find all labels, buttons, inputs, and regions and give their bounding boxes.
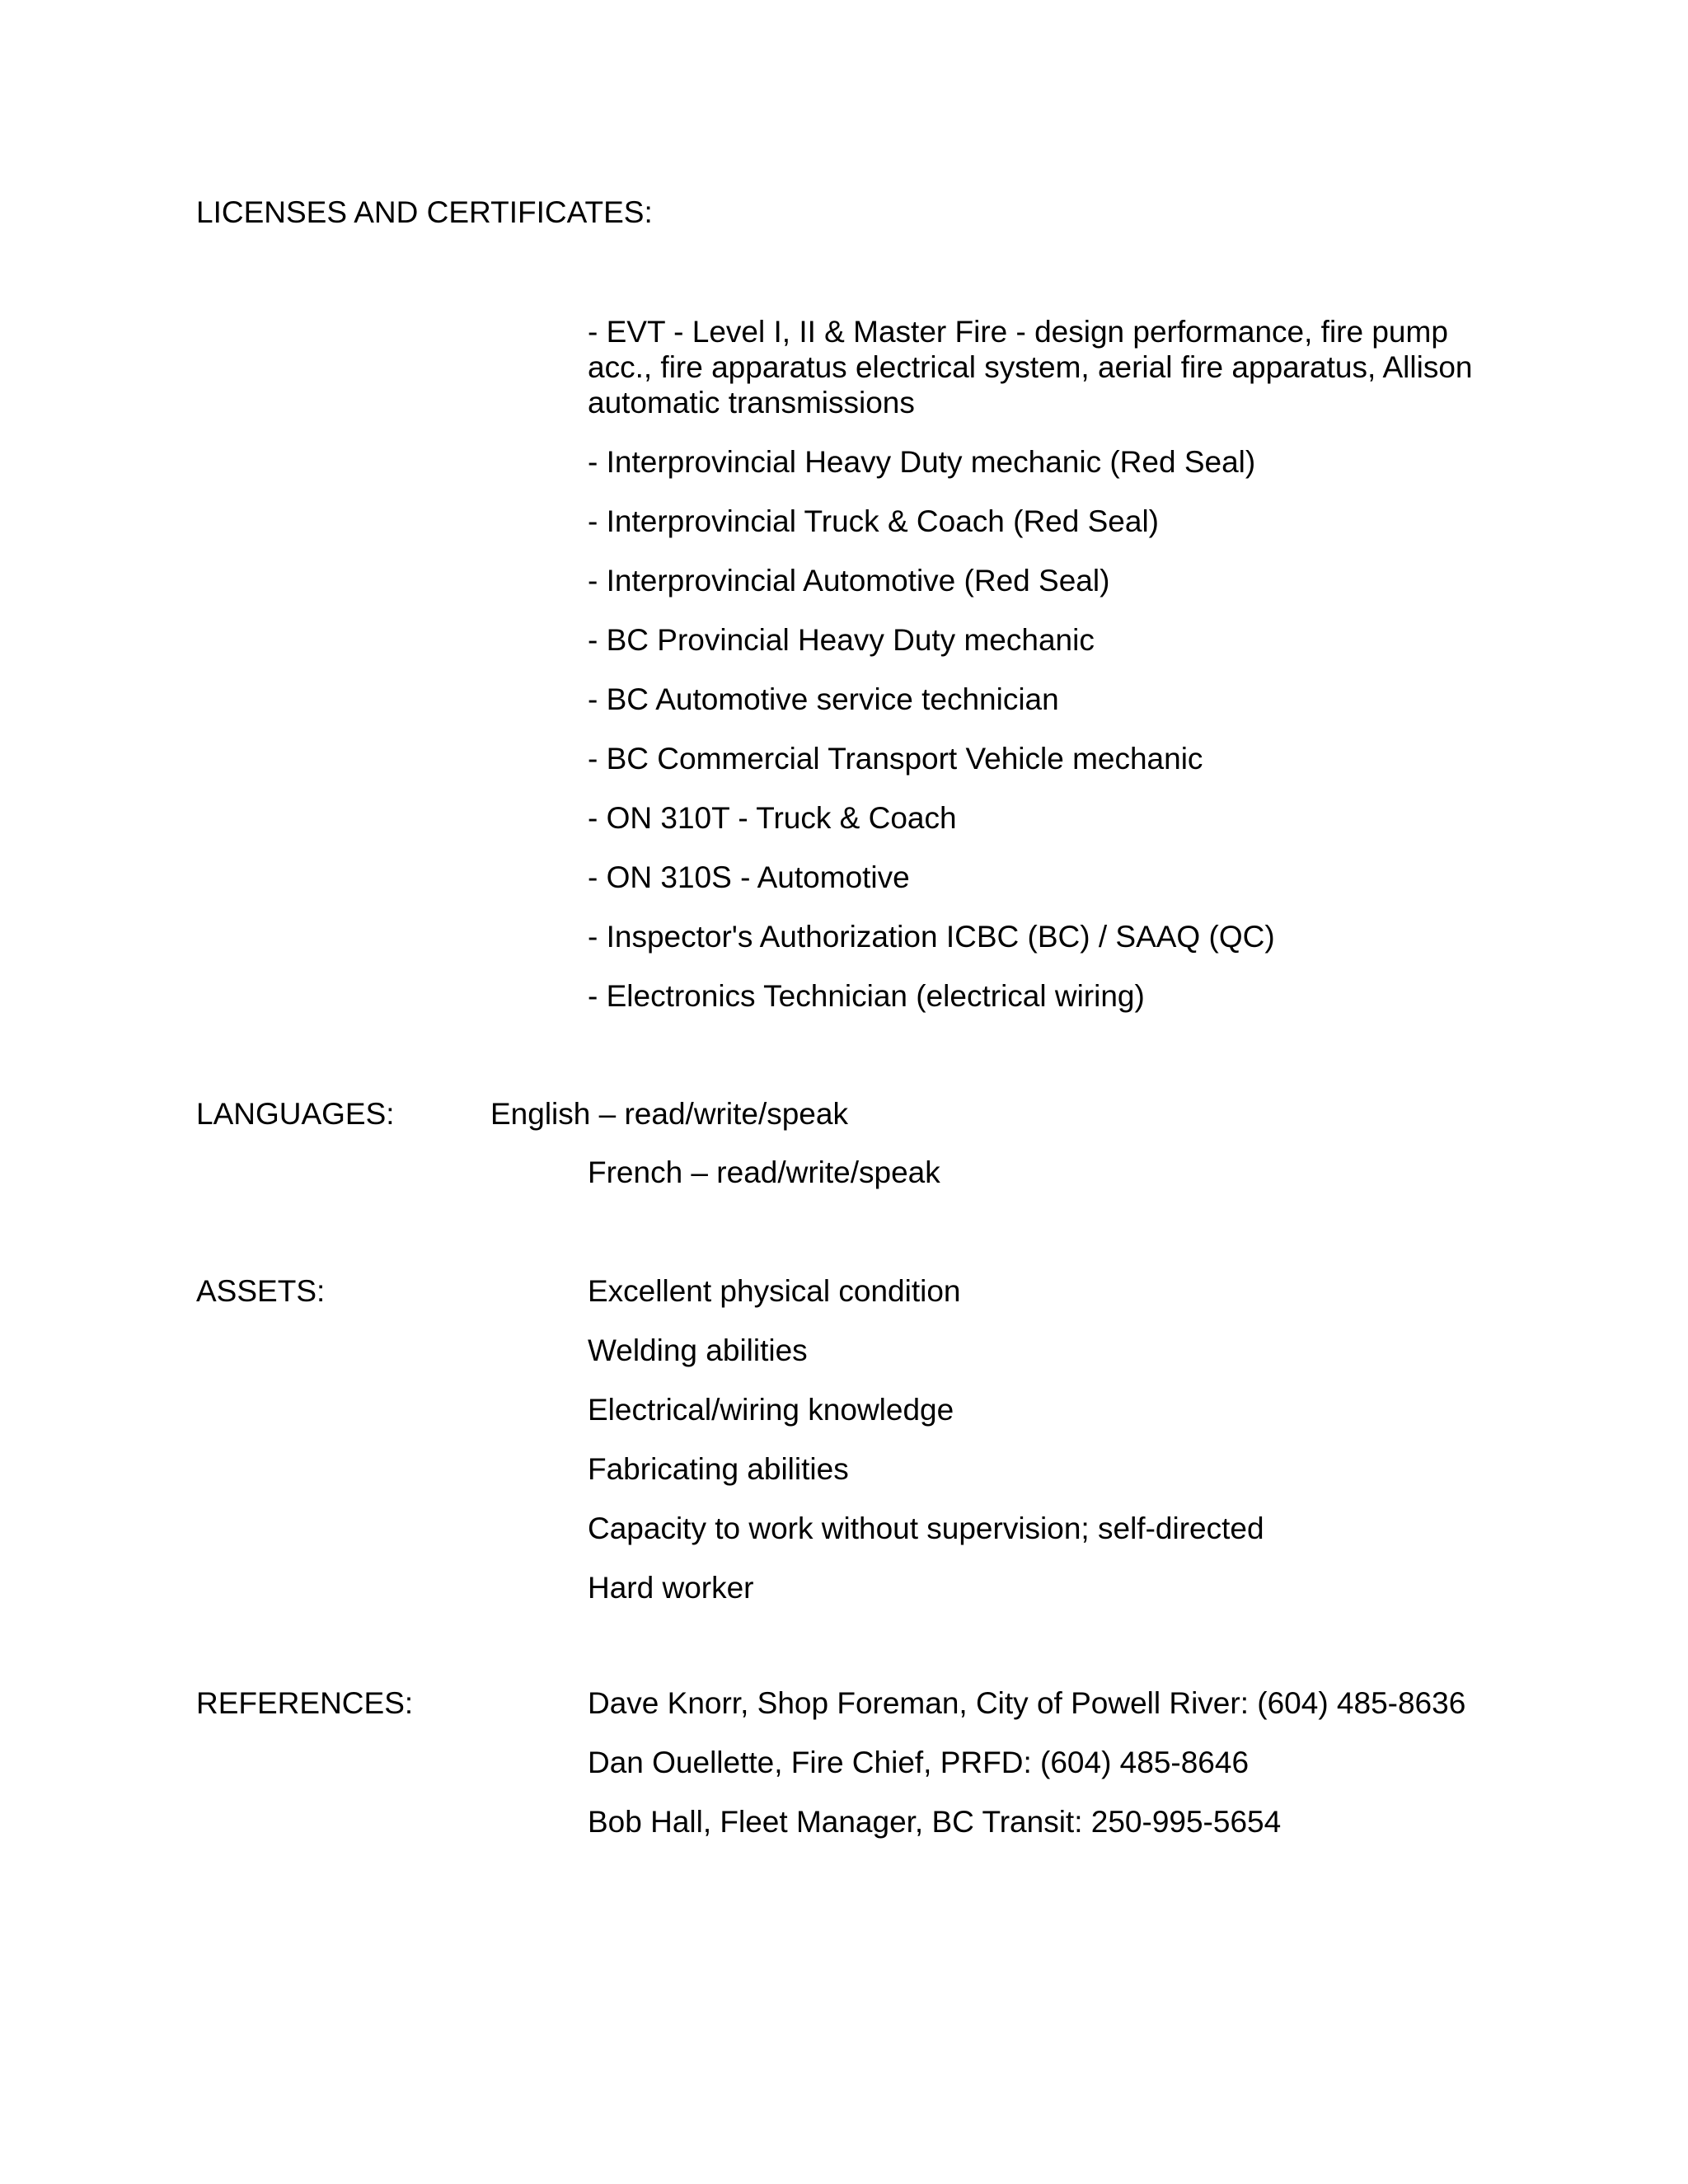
language-item: English – read/write/speak [490,1097,848,1131]
license-item: - Inspector's Authorization ICBC (BC) / SAAQ (QC) [588,920,1275,954]
license-item: - Interprovincial Truck & Coach (Red Seal) [588,504,1159,538]
licenses-list [588,314,1503,1038]
asset-item: Excellent physical condition [588,1274,961,1308]
assets-label: ASSETS: [196,1274,326,1308]
license-item: - Interprovincial Automotive (Red Seal) [588,564,1110,598]
assets-list [588,1273,1503,1629]
license-item: - BC Automotive service technician [588,682,1059,716]
license-item: - Electronics Technician (electrical wiring) [588,979,1145,1013]
reference-item: Dave Knorr, Shop Foreman, City of Powell River: (604) 485-8636 [588,1686,1466,1720]
references-list [588,1685,1503,1863]
asset-item: Fabricating abilities [588,1452,849,1486]
licenses-heading: LICENSES AND CERTIFICATES: [196,195,653,229]
asset-item: Hard worker [588,1571,754,1605]
license-item: - ON 310T - Truck & Coach [588,801,957,835]
languages-label: LANGUAGES: [196,1097,395,1131]
asset-item: Capacity to work without supervision; self-directed [588,1511,1264,1545]
license-item: - BC Provincial Heavy Duty mechanic [588,623,1095,657]
reference-item: Dan Ouellette, Fire Chief, PRFD: (604) 485-8646 [588,1746,1250,1779]
license-item: - Interprovincial Heavy Duty mechanic (Red Seal) [588,445,1256,479]
asset-item: Electrical/wiring knowledge [588,1393,954,1427]
license-item: - EVT - Level I, II & Master Fire - design performance, fire pump acc., fire apparatus electrical system, aerial fire apparatus, Allison automatic transmissions [588,315,1473,419]
language-item: French – read/write/speak [588,1155,940,1189]
license-item: - ON 310S - Automotive [588,860,910,894]
license-item: - BC Commercial Transport Vehicle mechanic [588,742,1203,776]
reference-item: Bob Hall, Fleet Manager, BC Transit: 250-995-5654 [588,1805,1282,1839]
asset-item: Welding abilities [588,1333,808,1367]
references-label: REFERENCES: [196,1686,414,1720]
